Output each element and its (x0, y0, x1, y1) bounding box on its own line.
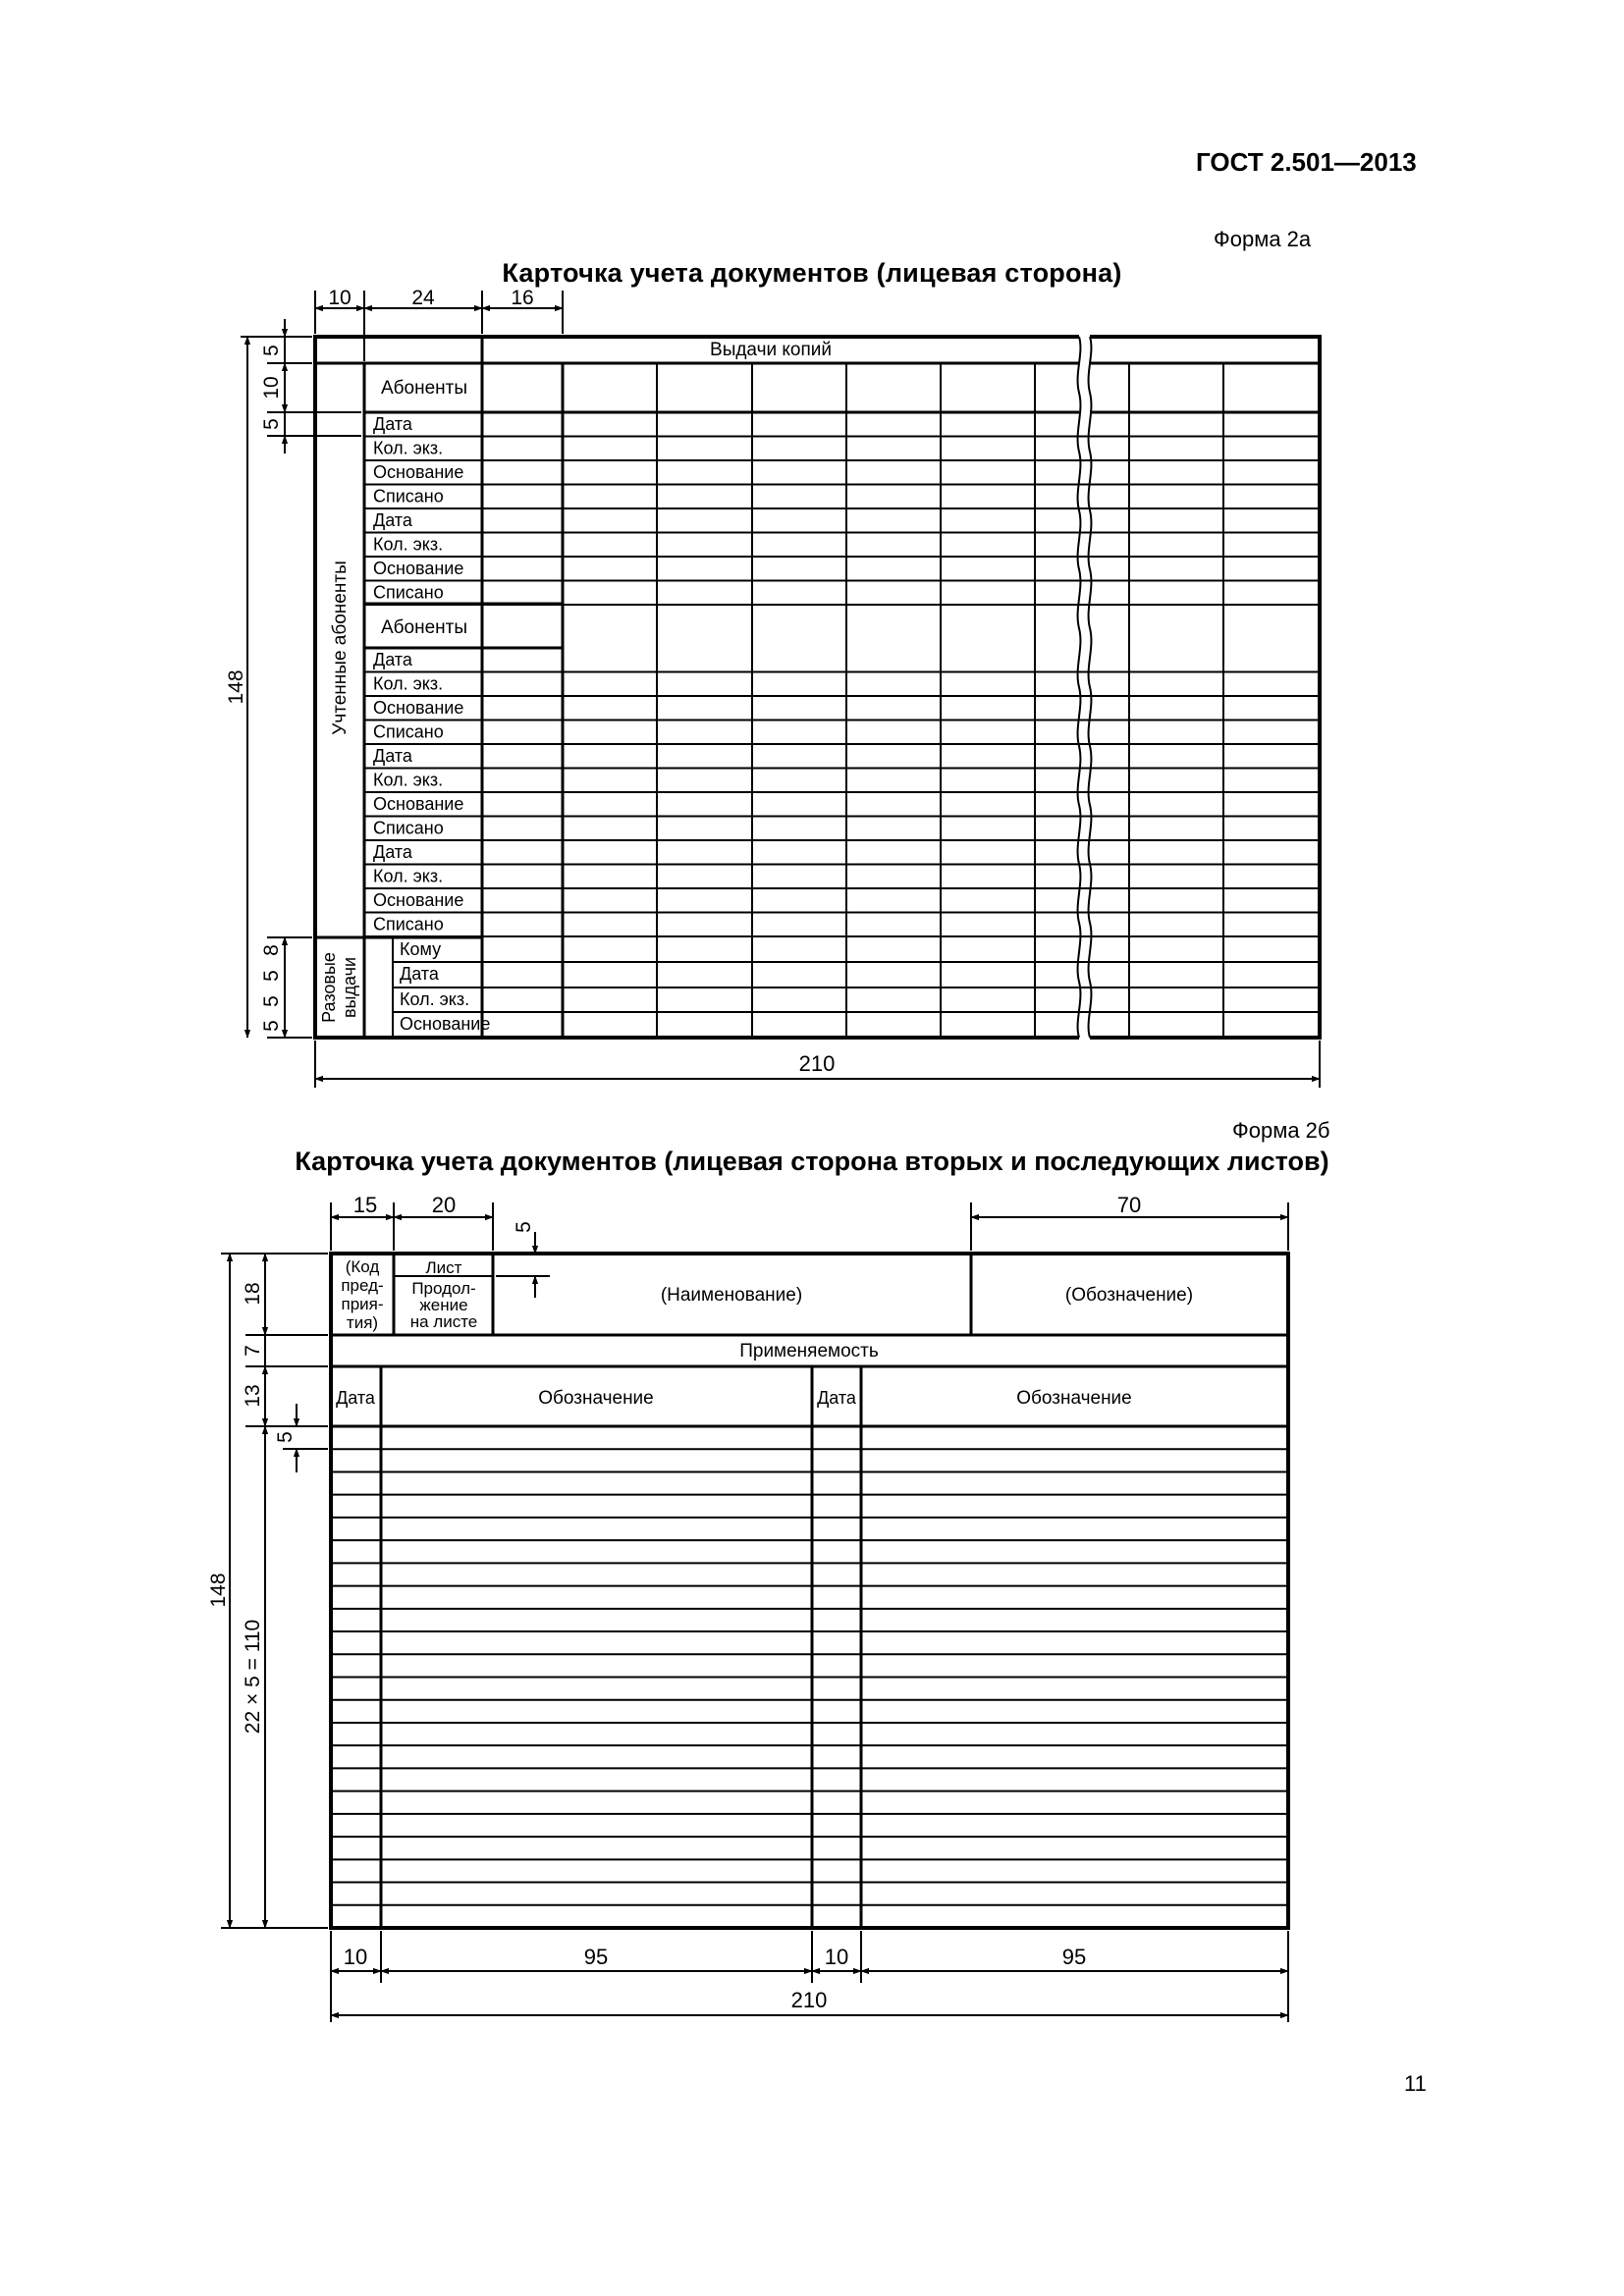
dim-2a-left-5a: 5 (260, 345, 283, 356)
one-time-row-label: Дата (400, 964, 439, 984)
row-label: Списано (373, 721, 444, 742)
dim-2a-left-5c: 5 (260, 970, 283, 982)
date-column-right: Дата (817, 1388, 856, 1408)
dim-2a-top-24: 24 (411, 287, 435, 309)
continuation-line: Продол- (411, 1279, 476, 1298)
continuation-cell (410, 1279, 478, 1331)
dim-2a-top-10: 10 (328, 287, 352, 309)
row-label: Кол. экз. (373, 866, 444, 886)
row-label: Основание (373, 559, 464, 578)
one-time-label-line1: Разовые (319, 952, 339, 1023)
issued-copies-header: Выдачи копий (710, 340, 832, 360)
one-time-row-label: Кол. экз. (400, 989, 470, 1009)
enterprise-code-line: прия- (341, 1295, 384, 1313)
form-2a-rows (364, 363, 1320, 1038)
form-2b-label: Форма 2б (1232, 1118, 1330, 1143)
dim-2b-top-70: 70 (1116, 1193, 1142, 1217)
dim-2a-bottom-210: 210 (798, 1051, 836, 1076)
dim-2b-bottom-10b: 10 (824, 1945, 849, 1969)
dim-2a-left-148: 148 (225, 669, 247, 705)
dim-2b-bottom-95b: 95 (1061, 1945, 1087, 1969)
page-number: 11 (1404, 2071, 1427, 2096)
row-label: Списано (373, 818, 444, 838)
dim-2b-top-5: 5 (513, 1221, 535, 1233)
row-label: Дата (373, 414, 412, 434)
continuation-line: жение (419, 1296, 468, 1314)
row-label: Дата (373, 746, 412, 766)
form-2a-label: Форма 2а (1214, 227, 1312, 251)
row-label: Кол. экз. (373, 534, 444, 555)
dim-2a-left-8: 8 (260, 944, 283, 956)
enterprise-code-line: (Код (345, 1257, 380, 1276)
continuation-line: на листе (409, 1312, 478, 1331)
dim-2b-left-13: 13 (242, 1384, 264, 1408)
row-label: Дата (373, 650, 412, 669)
dim-2b-top-20: 20 (431, 1193, 457, 1217)
dim-2a-left-5e: 5 (260, 1020, 283, 1032)
registered-subscribers-label: Учтенные абоненты (330, 561, 351, 735)
dim-2b-left-5: 5 (274, 1431, 297, 1443)
designation-column-left: Обозначение (538, 1388, 654, 1409)
row-label: Дата (373, 510, 412, 530)
subscribers-label-2: Абоненты (380, 617, 468, 638)
dim-2b-bottom-10a: 10 (343, 1945, 368, 1969)
row-label: Кол. экз. (373, 770, 444, 790)
designation-column-right: Обозначение (1016, 1388, 1132, 1409)
row-label: Дата (373, 842, 412, 862)
dim-2b-left-110: 22 × 5 = 110 (242, 1619, 264, 1735)
applicability-label: Применяемость (739, 1341, 879, 1362)
dim-2b-left-7: 7 (242, 1345, 264, 1357)
subscribers-label: Абоненты (380, 378, 468, 399)
dim-2a-left-10: 10 (260, 376, 283, 400)
dim-2b-bottom-210: 210 (790, 1988, 828, 2012)
form-2a-title: Карточка учета документов (лицевая сторона) (502, 258, 1122, 288)
row-label: Основание (373, 890, 464, 910)
dim-2b-bottom-95a: 95 (583, 1945, 609, 1969)
designation-placeholder: (Обозначение) (1064, 1285, 1194, 1306)
date-column-left: Дата (336, 1388, 375, 1408)
dim-2a-top-16: 16 (511, 287, 534, 309)
one-time-label-line2: выдачи (340, 956, 359, 1019)
dim-2b-top-15: 15 (352, 1193, 378, 1217)
dim-2a-left-5b: 5 (260, 418, 283, 430)
form-2b-rows (331, 1449, 1288, 1905)
row-label: Списано (373, 486, 444, 507)
sheet-label: Лист (425, 1258, 462, 1277)
enterprise-code-cell (341, 1257, 383, 1332)
form-2a-row-labels (373, 414, 490, 1034)
row-label: Основание (373, 698, 464, 718)
form-2b-title: Карточка учета документов (лицевая сторона вторых и последующих листов) (295, 1147, 1329, 1176)
row-label: Списано (373, 582, 444, 603)
standard-number: ГОСТ 2.501—2013 (1196, 147, 1417, 177)
row-label: Списано (373, 914, 444, 934)
one-time-row-label: Основание (400, 1014, 491, 1034)
enterprise-code-line: тия) (346, 1313, 379, 1332)
name-placeholder: (Наименование) (660, 1285, 803, 1306)
row-label: Кол. экз. (373, 438, 444, 458)
dim-2b-left-18: 18 (242, 1282, 264, 1306)
dim-2a-left-5d: 5 (260, 995, 283, 1007)
row-label: Основание (373, 462, 464, 482)
row-label: Основание (373, 794, 464, 814)
row-label: Кол. экз. (373, 673, 444, 694)
form-2a-border (315, 337, 1320, 1038)
one-time-row-label: Кому (400, 939, 442, 959)
dim-2b-left-148: 148 (207, 1573, 230, 1608)
enterprise-code-line: пред- (341, 1276, 384, 1295)
